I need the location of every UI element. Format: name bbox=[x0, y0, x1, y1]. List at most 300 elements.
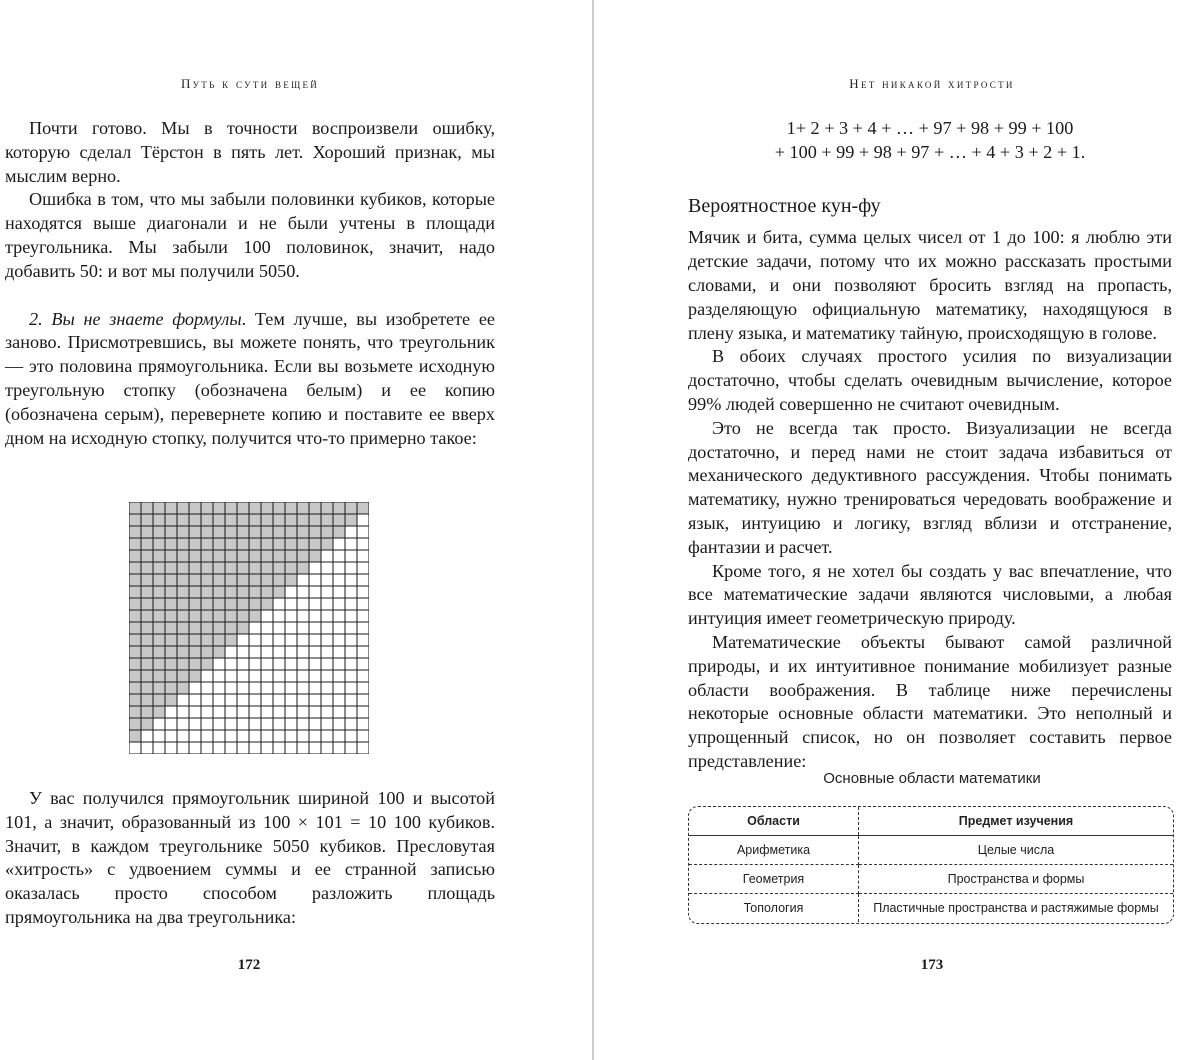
grid-cell-gray bbox=[177, 526, 189, 538]
grid-cell-white bbox=[333, 706, 345, 718]
paragraph: Это не всегда так просто. Визуализации не всегда достаточно, и перед нами не стоит задача избавиться от механического дедуктивного рассуждения. Чтобы понимать математику, нужно тренироваться чередовать воображение и язык, интуицию и логику, взгляд вблизи и отстранение, фантазии и расчет. bbox=[688, 417, 1172, 557]
grid-cell-gray bbox=[213, 622, 225, 634]
table-header-areas: Области bbox=[689, 807, 859, 836]
grid-cell-white bbox=[285, 634, 297, 646]
grid-cell-gray bbox=[129, 682, 141, 694]
grid-cell-gray bbox=[129, 550, 141, 562]
grid-cell-white bbox=[321, 682, 333, 694]
grid-cell-white bbox=[177, 742, 189, 754]
grid-cell-gray bbox=[189, 634, 201, 646]
grid-cell-white bbox=[225, 706, 237, 718]
grid-cell-gray bbox=[225, 502, 237, 514]
grid-cell-white bbox=[357, 586, 369, 598]
table-row bbox=[689, 836, 1173, 865]
grid-cell-gray bbox=[309, 538, 321, 550]
grid-cell-white bbox=[237, 682, 249, 694]
grid-cell-white bbox=[297, 574, 309, 586]
grid-cell-gray bbox=[141, 550, 153, 562]
grid-cell-white bbox=[249, 742, 261, 754]
grid-cell-white bbox=[189, 706, 201, 718]
grid-cell-gray bbox=[129, 502, 141, 514]
formula-line-1: 1+ 2 + 3 + 4 + … + 97 + 98 + 99 + 100 bbox=[786, 118, 1074, 138]
grid-cell-gray bbox=[213, 562, 225, 574]
grid-cell-gray bbox=[285, 562, 297, 574]
grid-cell-gray bbox=[153, 706, 165, 718]
grid-cell-white bbox=[309, 562, 321, 574]
grid-cell-gray bbox=[201, 610, 213, 622]
grid-cell-white bbox=[273, 706, 285, 718]
grid-cell-gray bbox=[189, 538, 201, 550]
grid-cell-white bbox=[285, 586, 297, 598]
grid-cell-white bbox=[285, 718, 297, 730]
grid-cell-gray bbox=[201, 538, 213, 550]
grid-cell-white bbox=[273, 622, 285, 634]
grid-cell-white bbox=[345, 682, 357, 694]
grid-cell-white bbox=[297, 730, 309, 742]
grid-svg bbox=[129, 502, 369, 754]
grid-cell-gray bbox=[225, 538, 237, 550]
grid-cell-white bbox=[285, 694, 297, 706]
grid-cell-gray bbox=[249, 538, 261, 550]
grid-cell-gray bbox=[153, 610, 165, 622]
grid-cell-gray bbox=[153, 646, 165, 658]
grid-cell-gray bbox=[225, 610, 237, 622]
grid-cell-gray bbox=[165, 634, 177, 646]
grid-cell-white bbox=[357, 658, 369, 670]
grid-cell-white bbox=[357, 694, 369, 706]
grid-cell-gray bbox=[153, 658, 165, 670]
grid-cell-white bbox=[177, 718, 189, 730]
grid-cell-gray bbox=[297, 550, 309, 562]
grid-cell-white bbox=[357, 574, 369, 586]
grid-cell-white bbox=[273, 718, 285, 730]
grid-cell-white bbox=[285, 682, 297, 694]
grid-cell-white bbox=[345, 550, 357, 562]
grid-cell-white bbox=[261, 694, 273, 706]
grid-cell-gray bbox=[141, 670, 153, 682]
grid-cell-white bbox=[321, 550, 333, 562]
grid-cell-gray bbox=[249, 610, 261, 622]
grid-cell-white bbox=[345, 670, 357, 682]
grid-cell-white bbox=[285, 622, 297, 634]
grid-cell-gray bbox=[249, 598, 261, 610]
grid-cell-white bbox=[249, 706, 261, 718]
grid-cell-gray bbox=[189, 514, 201, 526]
grid-cell-gray bbox=[273, 514, 285, 526]
grid-cell-white bbox=[249, 622, 261, 634]
grid-cell-gray bbox=[177, 502, 189, 514]
grid-cell-gray bbox=[273, 526, 285, 538]
grid-cell-white bbox=[357, 538, 369, 550]
grid-cell-gray bbox=[165, 670, 177, 682]
grid-cell-white bbox=[201, 694, 213, 706]
grid-cell-white bbox=[345, 622, 357, 634]
grid-cell-white bbox=[237, 694, 249, 706]
grid-cell-white bbox=[321, 598, 333, 610]
table-row bbox=[689, 865, 1173, 894]
grid-cell-white bbox=[321, 646, 333, 658]
grid-cell-white bbox=[333, 538, 345, 550]
grid-cell-white bbox=[261, 718, 273, 730]
grid-cell-white bbox=[237, 670, 249, 682]
grid-cell-gray bbox=[153, 526, 165, 538]
grid-cell-gray bbox=[129, 706, 141, 718]
grid-cell-gray bbox=[333, 514, 345, 526]
grid-cell-white bbox=[297, 742, 309, 754]
grid-cell-white bbox=[357, 526, 369, 538]
grid-cell-white bbox=[309, 646, 321, 658]
grid-cell-gray bbox=[213, 538, 225, 550]
grid-cell-white bbox=[273, 670, 285, 682]
grid-cell-white bbox=[345, 706, 357, 718]
grid-cell-gray bbox=[237, 550, 249, 562]
grid-cell-gray bbox=[165, 526, 177, 538]
grid-cell-gray bbox=[237, 538, 249, 550]
grid-cell-gray bbox=[141, 622, 153, 634]
grid-cell-white bbox=[357, 550, 369, 562]
grid-cell-white bbox=[225, 718, 237, 730]
grid-cell-gray bbox=[177, 586, 189, 598]
grid-cell-gray bbox=[261, 538, 273, 550]
grid-cell-gray bbox=[213, 514, 225, 526]
grid-cell-white bbox=[309, 586, 321, 598]
grid-cell-white bbox=[345, 718, 357, 730]
grid-cell-gray bbox=[153, 574, 165, 586]
grid-cell-gray bbox=[249, 550, 261, 562]
grid-cell-white bbox=[249, 670, 261, 682]
grid-cell-white bbox=[285, 658, 297, 670]
grid-cell-white bbox=[357, 706, 369, 718]
grid-cell-white bbox=[225, 694, 237, 706]
grid-cell-white bbox=[357, 682, 369, 694]
grid-cell-white bbox=[249, 730, 261, 742]
grid-cell-gray bbox=[189, 526, 201, 538]
grid-cell-gray bbox=[141, 514, 153, 526]
grid-cell-white bbox=[213, 706, 225, 718]
grid-cell-white bbox=[321, 730, 333, 742]
grid-cell-gray bbox=[129, 658, 141, 670]
running-head-left: Путь к сути вещей bbox=[180, 76, 320, 91]
formula-line-2: + 100 + 99 + 98 + 97 + … + 4 + 3 + 2 + 1. bbox=[774, 141, 1086, 162]
grid-cell-gray bbox=[165, 586, 177, 598]
grid-cell-gray bbox=[129, 622, 141, 634]
table-cell: Пластичные пространства и растяжимые формы bbox=[873, 901, 1159, 915]
grid-cell-gray bbox=[129, 694, 141, 706]
staircase-grid-figure bbox=[129, 502, 369, 754]
grid-cell-white bbox=[213, 718, 225, 730]
grid-cell-gray bbox=[225, 598, 237, 610]
grid-cell-gray bbox=[213, 526, 225, 538]
grid-cell-white bbox=[225, 670, 237, 682]
grid-cell-gray bbox=[273, 538, 285, 550]
grid-cell-gray bbox=[165, 574, 177, 586]
grid-cell-gray bbox=[321, 514, 333, 526]
grid-cell-gray bbox=[153, 502, 165, 514]
grid-cell-gray bbox=[285, 538, 297, 550]
grid-cell-white bbox=[189, 682, 201, 694]
grid-cell-white bbox=[237, 730, 249, 742]
grid-cell-white bbox=[273, 742, 285, 754]
grid-cell-white bbox=[261, 634, 273, 646]
grid-cell-white bbox=[345, 646, 357, 658]
grid-cell-white bbox=[201, 682, 213, 694]
grid-cell-white bbox=[297, 658, 309, 670]
grid-cell-gray bbox=[261, 514, 273, 526]
grid-cell-white bbox=[357, 598, 369, 610]
grid-cell-gray bbox=[141, 634, 153, 646]
grid-cell-white bbox=[297, 694, 309, 706]
left-page-text-2 bbox=[5, 787, 495, 930]
grid-cell-gray bbox=[201, 550, 213, 562]
grid-cell-white bbox=[357, 562, 369, 574]
grid-cell-white bbox=[321, 586, 333, 598]
grid-cell-gray bbox=[237, 514, 249, 526]
grid-cell-gray bbox=[321, 538, 333, 550]
grid-cell-gray bbox=[153, 598, 165, 610]
grid-cell-gray bbox=[141, 562, 153, 574]
grid-cell-gray bbox=[309, 550, 321, 562]
grid-cell-white bbox=[189, 694, 201, 706]
grid-cell-gray bbox=[165, 550, 177, 562]
grid-cell-gray bbox=[189, 598, 201, 610]
grid-cell-white bbox=[153, 730, 165, 742]
grid-cell-white bbox=[345, 574, 357, 586]
page-number-right: 173 bbox=[920, 957, 944, 973]
grid-cell-gray bbox=[177, 634, 189, 646]
grid-cell-gray bbox=[201, 514, 213, 526]
grid-cell-white bbox=[225, 742, 237, 754]
grid-cell-gray bbox=[249, 502, 261, 514]
grid-cell-white bbox=[261, 730, 273, 742]
grid-cell-gray bbox=[237, 598, 249, 610]
grid-cell-gray bbox=[225, 586, 237, 598]
grid-cell-white bbox=[297, 598, 309, 610]
grid-cell-gray bbox=[321, 502, 333, 514]
grid-cell-gray bbox=[153, 634, 165, 646]
grid-cell-white bbox=[285, 670, 297, 682]
grid-cell-white bbox=[345, 586, 357, 598]
grid-cell-white bbox=[285, 706, 297, 718]
grid-cell-gray bbox=[297, 526, 309, 538]
grid-cell-gray bbox=[273, 562, 285, 574]
grid-cell-white bbox=[285, 646, 297, 658]
grid-cell-white bbox=[165, 730, 177, 742]
grid-cell-gray bbox=[285, 502, 297, 514]
grid-cell-white bbox=[333, 598, 345, 610]
grid-cell-gray bbox=[309, 514, 321, 526]
grid-cell-gray bbox=[213, 634, 225, 646]
grid-cell-white bbox=[321, 742, 333, 754]
table-cell: Геометрия bbox=[689, 865, 859, 894]
grid-cell-white bbox=[273, 694, 285, 706]
grid-cell-white bbox=[249, 634, 261, 646]
grid-cell-white bbox=[357, 514, 369, 526]
grid-cell-gray bbox=[285, 526, 297, 538]
grid-cell-white bbox=[213, 694, 225, 706]
grid-cell-white bbox=[213, 742, 225, 754]
grid-cell-white bbox=[345, 562, 357, 574]
grid-cell-gray bbox=[141, 526, 153, 538]
grid-cell-gray bbox=[309, 502, 321, 514]
table-title: Основные области математики bbox=[823, 770, 1041, 787]
grid-cell-gray bbox=[249, 526, 261, 538]
grid-cell-white bbox=[309, 742, 321, 754]
grid-cell-gray bbox=[285, 514, 297, 526]
grid-cell-gray bbox=[297, 562, 309, 574]
left-page bbox=[0, 0, 592, 1060]
grid-cell-white bbox=[321, 706, 333, 718]
grid-cell-gray bbox=[165, 598, 177, 610]
grid-cell-gray bbox=[177, 514, 189, 526]
grid-cell-gray bbox=[153, 622, 165, 634]
grid-cell-gray bbox=[213, 598, 225, 610]
grid-cell-gray bbox=[141, 658, 153, 670]
grid-cell-white bbox=[333, 670, 345, 682]
grid-cell-white bbox=[321, 718, 333, 730]
grid-cell-gray bbox=[189, 658, 201, 670]
grid-cell-gray bbox=[213, 586, 225, 598]
table-cell: Целые числа bbox=[859, 836, 1174, 865]
grid-cell-gray bbox=[225, 526, 237, 538]
left-page-text bbox=[5, 117, 495, 450]
grid-cell-gray bbox=[249, 586, 261, 598]
grid-cell-gray bbox=[177, 610, 189, 622]
grid-cell-gray bbox=[357, 502, 369, 514]
grid-cell-white bbox=[345, 742, 357, 754]
grid-cell-white bbox=[297, 646, 309, 658]
grid-cell-white bbox=[201, 742, 213, 754]
grid-cell-white bbox=[333, 586, 345, 598]
grid-cell-gray bbox=[201, 634, 213, 646]
grid-cell-gray bbox=[129, 514, 141, 526]
grid-cell-gray bbox=[261, 550, 273, 562]
grid-cell-gray bbox=[321, 526, 333, 538]
grid-cell-gray bbox=[165, 562, 177, 574]
grid-cell-white bbox=[285, 742, 297, 754]
grid-cell-gray bbox=[273, 574, 285, 586]
grid-cell-white bbox=[309, 574, 321, 586]
grid-cell-white bbox=[129, 742, 141, 754]
grid-cell-white bbox=[273, 598, 285, 610]
grid-cell-gray bbox=[141, 502, 153, 514]
grid-cell-white bbox=[321, 622, 333, 634]
grid-cell-white bbox=[153, 718, 165, 730]
grid-cell-white bbox=[297, 706, 309, 718]
grid-cell-white bbox=[345, 538, 357, 550]
grid-cell-white bbox=[357, 622, 369, 634]
grid-cell-gray bbox=[129, 730, 141, 742]
grid-cell-gray bbox=[261, 562, 273, 574]
running-head-right: Нет никакой хитрости bbox=[849, 76, 1015, 91]
grid-cell-white bbox=[165, 718, 177, 730]
grid-cell-gray bbox=[249, 514, 261, 526]
grid-cell-gray bbox=[141, 706, 153, 718]
section-heading: Вероятностное кун-фу bbox=[688, 194, 881, 217]
grid-cell-white bbox=[201, 718, 213, 730]
grid-cell-gray bbox=[297, 514, 309, 526]
grid-cell-gray bbox=[177, 598, 189, 610]
grid-cell-white bbox=[213, 730, 225, 742]
paragraph: Кроме того, я не хотел бы создать у вас впечатление, что все математические задачи являются числовыми, а любая интуиция имеет геометрическую природу. bbox=[688, 560, 1172, 629]
grid-cell-white bbox=[321, 574, 333, 586]
grid-cell-white bbox=[297, 586, 309, 598]
grid-cell-gray bbox=[201, 598, 213, 610]
grid-cell-gray bbox=[273, 502, 285, 514]
grid-cell-gray bbox=[261, 586, 273, 598]
grid-cell-gray bbox=[249, 562, 261, 574]
grid-cell-gray bbox=[177, 622, 189, 634]
grid-cell-gray bbox=[129, 574, 141, 586]
grid-cell-white bbox=[225, 730, 237, 742]
item-2-label: 2. Вы не знаете формулы bbox=[29, 308, 242, 329]
grid-cell-gray bbox=[141, 586, 153, 598]
grid-cell-gray bbox=[261, 526, 273, 538]
grid-cell-gray bbox=[129, 598, 141, 610]
grid-cell-white bbox=[345, 610, 357, 622]
grid-cell-gray bbox=[309, 526, 321, 538]
grid-cell-white bbox=[333, 682, 345, 694]
grid-cell-white bbox=[357, 610, 369, 622]
grid-cell-white bbox=[285, 610, 297, 622]
grid-cell-gray bbox=[141, 694, 153, 706]
grid-cell-white bbox=[261, 646, 273, 658]
grid-cell-white bbox=[309, 682, 321, 694]
paragraph: Мячик и бита, сумма целых чисел от 1 до 100: я люблю эти детские задачи, потому что их можно рассказать простыми словами, и они позволяют бросить взгляд на пропасть, разделяющую официальную математику, находящуюся в плену языка, и математику тайную, происходящую в голове. bbox=[688, 227, 1172, 343]
paragraph: В обоих случаях простого усилия по визуализации достаточно, чтобы сделать очевидным вычисление, которое 99% людей совершенно не считают очевидным. bbox=[688, 346, 1172, 414]
grid-cell-white bbox=[237, 706, 249, 718]
grid-cell-white bbox=[237, 718, 249, 730]
grid-cell-white bbox=[165, 706, 177, 718]
grid-cell-white bbox=[237, 646, 249, 658]
grid-cell-white bbox=[213, 670, 225, 682]
grid-cell-white bbox=[357, 646, 369, 658]
grid-cell-white bbox=[333, 718, 345, 730]
right-page bbox=[594, 0, 1188, 1060]
grid-cell-white bbox=[309, 610, 321, 622]
grid-cell-white bbox=[345, 526, 357, 538]
grid-cell-white bbox=[309, 718, 321, 730]
grid-cell-white bbox=[249, 646, 261, 658]
grid-cell-gray bbox=[201, 562, 213, 574]
grid-cell-gray bbox=[129, 646, 141, 658]
grid-cell-gray bbox=[189, 670, 201, 682]
grid-cell-white bbox=[333, 694, 345, 706]
grid-cell-white bbox=[333, 658, 345, 670]
grid-cell-gray bbox=[237, 586, 249, 598]
grid-cell-white bbox=[261, 682, 273, 694]
grid-cell-gray bbox=[297, 502, 309, 514]
grid-cell-gray bbox=[141, 538, 153, 550]
grid-cell-white bbox=[273, 646, 285, 658]
grid-cell-gray bbox=[237, 562, 249, 574]
grid-cell-gray bbox=[225, 634, 237, 646]
math-areas-table bbox=[688, 806, 1174, 924]
paragraph: Математические объекты бывают самой различной природы, и их интуитивное понимание мобилизует разные области воображения. В таблице ниже перечислены некоторые основные области математики. Это неполный и упрощенный список, но он позволяет составить первое представление: bbox=[688, 631, 1172, 771]
paragraph: У вас получился прямоугольник шириной 100 и высотой 101, а значит, образованный из 100 × 101 = 10 100 кубиков. Значит, в каждом треугольнике 5050 кубиков. Пресловутая «хитрость» с удвоением суммы и ее странной записью оказалась просто способом разложить площадь прямоугольника на два треугольника: bbox=[5, 788, 495, 927]
grid-cell-gray bbox=[165, 658, 177, 670]
grid-cell-gray bbox=[153, 586, 165, 598]
grid-cell-white bbox=[225, 658, 237, 670]
grid-cell-white bbox=[309, 622, 321, 634]
item-2-text: . Тем лучше, вы изобретете ее заново. Присмотревшись, вы можете понять, что треугольник — это половина прямоугольника. Если вы возьмете исходную треугольную стопку (обозначена белым) и ее копию (обозначена серым), перевернете копию и поставите ее вверх дном на исходную стопку, получится что-то примерно такое: bbox=[5, 308, 495, 448]
paragraph-item-2 bbox=[5, 308, 495, 451]
page-number-left: 172 bbox=[237, 957, 261, 973]
grid-cell-white bbox=[309, 634, 321, 646]
grid-cell-gray bbox=[141, 598, 153, 610]
grid-cell-white bbox=[333, 730, 345, 742]
grid-cell-gray bbox=[165, 646, 177, 658]
grid-cell-white bbox=[237, 658, 249, 670]
